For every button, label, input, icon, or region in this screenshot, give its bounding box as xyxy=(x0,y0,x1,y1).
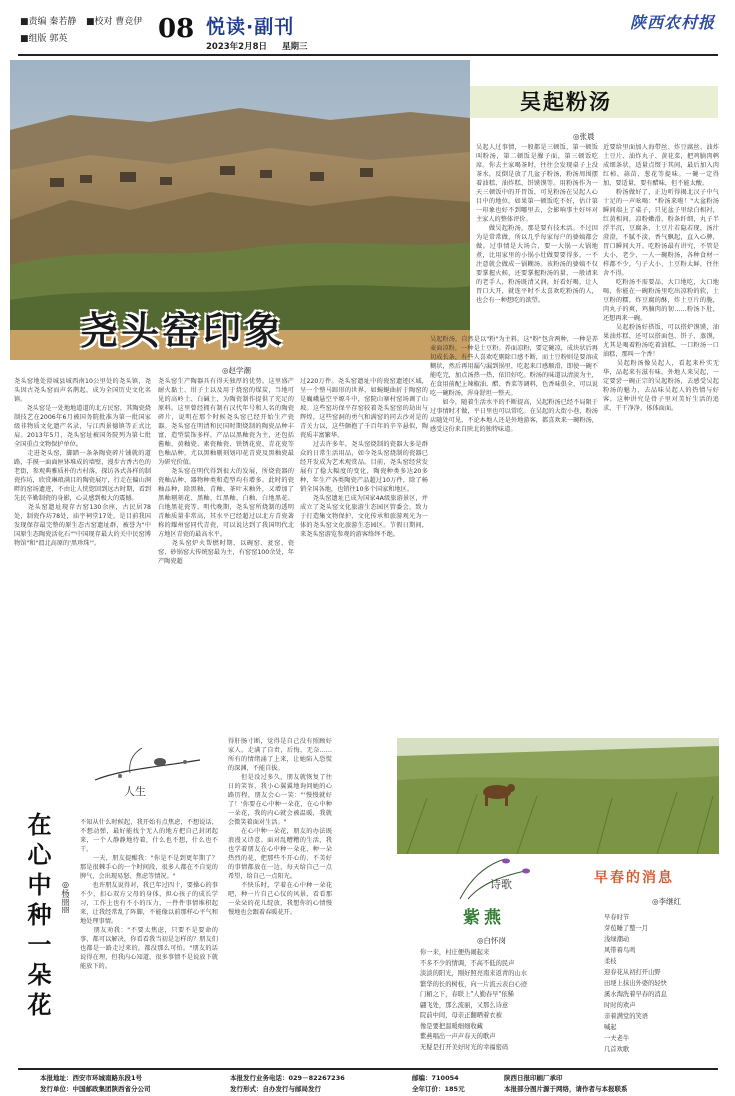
article2-col2: 吴起粉汤，自然是以"粉"为主料。这"粉"包含两种，一种是养麦面凉粉，一种是土豆粉。养面凉粉，要定碗凉，成块状后再切成长条，有些人喜欢吃剔除口感不断，而土豆粉则是要溶成糊状，然后再用漏勺漏到锅里，吃起来口感顺滑，即使一碗不能吃完，加点汤热一热，依旧好吃。粉汤的味道以清淡为主，在食用前配上辣椒油、醋、香菜等调料，色香味俱全，可以说吃一碗粉汤，浑身舒坦一整天。 如今，随着生活水平的不断提高，吴起粉汤已经不局限于过事情时才做，平日里也可以常吃。在吴起的大街小巷，粉汤店随处可见，不论本地人还是外地游客，都喜欢来一碗粉汤，感受这份来自陕北的独特味道。 xyxy=(430,336,598,433)
article1-col2: 尧头窑生产陶器具有得天独厚的优势。这里盛产耐火黏土、坩子土以及用于烧窑的煤炭，当地可见的高岭土、白碱土，为陶瓷制作提供了充足的原料。这里曾经拥有制有汉代年号和人名的陶瓷碎片，说明在那个时候尧头窑已经开始生产瓷器。尧头窑在明清和民国时期烧制的陶瓷品种丰富，造型装饰多样，产品以黑釉瓷为主，还包括酱釉、黄釉瓷、素瓷釉瓷、铁锈花瓷、青花瓷等色釉品种，尤以黑釉剔刻划印花青瓷及黑釉瓷最为研究价值。 尧头窑在明代得到很大的发展，所烧瓷器的瓷釉品种、器物种类和造型均有增多。此时的瓷釉品种，除黑釉、青釉、茶叶末釉外，又增加了黑釉剔刻花、黑釉、红黑釉、白釉、白地黑花、白地黑花瓷等。明代晚期，尧头窑所烧制的透明青釉质量非常高，其水平已经超过以北方青瓷著称的耀州窑同代青瓷，可以说达到了我国明代北方地区青瓷的最高水平。 尧头窑炉火帮燃时期，以碗窑、瓮窑、瓷窑、砂锅窑大传统窑最为主，有窑窑100余处，年产陶瓷超 xyxy=(158,378,294,565)
article5-title: 早春的消息 xyxy=(594,870,674,886)
article1-author: ◎赵学潮 xyxy=(222,366,252,375)
page-number: 08 xyxy=(158,14,195,44)
article4-author: ◎白怀岗 xyxy=(477,936,507,945)
footer-rule xyxy=(18,1068,718,1070)
article1-title: 尧头窑印象 xyxy=(80,309,286,353)
footer-phone: 本报发行业务电话：029－82267236 xyxy=(230,1074,345,1082)
paper-name-logo: 陕西农村报 xyxy=(630,13,716,32)
article3-author: ◎杨丽丽 xyxy=(61,880,70,913)
article4-poem: 你一来，村庄便热闹起来 不多不少的情调，不高不低的民声 淡淡的阳光，刚好照亮南来返青的山水 繁华的长的树枝，向一片流云表白心迹 门楣之下，春联上"人勤春早"依稀 翩飞处，那么流丽，又那么诗意 院前中间，母亲正翻晒着衣被 像是要把温暖细细收藏 紫燕唱出一声声春天的歌声 无疑是打开美好时光的幸福密码 xyxy=(420,949,528,1051)
article3-col2: 得肝肠寸断，觉得是自己没有照顾好家人。走满了自责，后悔，无奈……所有的情绪涌了上来，让她陷入恐慌的深渊，不能自拔。 但是没过多久，朋友就恢复了往日的笑容，我小心翼翼地询问她的心路历程，朋友会心一笑："'慢慢就好了！'你要在心中种一朵花，在心中种一朵花，我的内心就会被温暖，我就会微笑着面对生活。" 在心中种一朵花，朋友的办法既浪漫又诗意。面对乱糟糟的生活，我也学着朋友在心中种一朵花，种一朵热烈的花，把那些不开心的、不美好的事情都放在一边，每天给自己一点希望，给自己一点阳光。 不快乐时，学着在心中种一朵花吧，种一片自己心仪的风景，看看那一朵朵的花儿绽放，我想你的心情慢慢地也会跟着春暖花开。 xyxy=(228,738,332,916)
article2-col3: 近要给里面加人海带丝、炸豆腐丝、油炸土豆片、油炸丸子、黄花菜，把鸡腩肉鹌成细条状，适量点缀于其间，最后加入肉红柿、蒜苗、葱花等提味。一碗一定得加，要适量，要有醋味，但不能太酸。 粉汤做好了，正边听得揭北汉子中气十足的一声吆喝："粉汤来啦！"大盆粉汤瞬间端上了桌子，只见盆子里绿白相衬，红黄相间，凉粉嫩滑，粉条纤细，丸子半浮半沉，豆腐条、土豆片若隐若现，汤汁澄澄，不腻不淡，香气飘起，直入心脾，胃口瞬间大开。吃粉汤最有讲究，不管是大小，老少，一人一碗粉汤，各种食材一样都不少，勺子大小，土豆粉太鲜，往往舍不得。 吃粉汤不需要品，大口地吃，大口地喝，你能在一碗粉汤里吃出凉粉的软，土豆粉的糯，炸豆腐的酥，炸土豆片的脆，肉丸子的爽，鸡腩肉的韧……粉汤下肚，还想再来一碗。 吴起粉汤好搭饭，可以搭炉馍馍，油果油炸糕，还可以搭面包、饼子、蒸馍，尤其是喝着粉汤吃着油糕，一口粉汤一口油糕，那叫一个香！ 吴起粉汤像吴起人，看起来朴实无华，品起来有滋有味。外地人来吴起，一定要尝一碗正宗的吴起粉汤，去感受吴起粉汤的魅力，去品味吴起人的热情与好客，这种讲究是骨子里对美好生活的追求，干干净净，体体面面。 xyxy=(603,144,719,412)
article2-author: ◎张晨 xyxy=(573,132,595,141)
credit-proofreader: ■校对 曹竞伊 xyxy=(86,17,143,27)
branch-bird-icon xyxy=(90,740,210,810)
masthead xyxy=(0,0,735,58)
footer-address: 本报地址：西安市环城南路东段1号 xyxy=(40,1074,143,1082)
footer-image-notice: 本报部分图片源于网络，请作者与本报联系 xyxy=(504,1085,628,1093)
article2-title: 吴起粉汤 xyxy=(520,90,612,114)
article5-author: ◎李继红 xyxy=(652,897,682,906)
article1-col1: 尧头窑地处澄城县城西南10公里处的尧头镇，尧头因古尧头窑而声名鹊起，成为全国历史文化名镇。 尧头窑是一处地地道道的北方民窑，其陶瓷烧制技艺在2006年6月被国务院批准为第一批国家级非物质文化遗产名录，与江西景德镇等正式比肩。2013年5月，尧头窑址被国务院列为第七批全国重点文物保护单位。 走进尧头窑，脚踏一条条陶瓷碎片铺就的道路，手摸一面面匣钵堆成的墙壁，漫步古香古色的老街，参观典雅质朴的古村落，探访各式各样的制瓷作坊，欣赏琳琅满目的陶瓷展厅，行走在偏山涧畔的窑场遗迹，不由让人恍惚回到远古时期，看到先民辛勤制瓷的身影，心灵感到极大的震撼。 尧头窑遗址现存古窑130余座，古民居78处，制瓷作坊78处，庙宇祠堂17处，是目前我国发现保存最完整的原生态古窑遗址群，被誉为"中国原生态陶瓷活化石""中国现存最大的关中民窑博物馆"和"渭北高原的'黑珍珠'"。 xyxy=(14,378,151,547)
article3-title: 在心中种一朵花 xyxy=(23,812,51,1022)
credit-layout: ■组版 郭英 xyxy=(20,34,68,44)
article3-deco xyxy=(90,740,210,810)
footer-distributor: 发行单位：中国邮政集团陕西省分公司 xyxy=(40,1085,151,1093)
footer-postcode: 邮编：710054 xyxy=(412,1074,459,1082)
footer-distribution-form: 发行形式：自办发行与邮局发行 xyxy=(230,1085,321,1093)
footer-printer: 陕西日报印刷厂承印 xyxy=(504,1074,563,1082)
article1-col3: 过220万件。尧头窑遗址中的瓷窑遗迹区域，呈一个整马蹄形的世界，如蜿蜒曲折于陶窑的是巍峨悬空平塬斗中，窑院山寨村窑场调了山坡。这些窑坊保平存窑较着尧头窑窑的劫出与辉煌，这些窑洞的勇气和满窑的同去沙对是的青关力以，这些颇抱了千百年的辛辛悬似，陶瓷质丰富繁华。 过去许多年，尧头窑烧制的瓷器大多是群众的日常生活用品，如今尧头窑烧制的瓷器已经开发成为艺术观赏品。目前，尧头窑经营发展有了稳大幅度的变化，陶瓷种类多达20多种，年生产各类陶瓷产品超过10万件，除了畅销全国各地，也销往10多个国家和地区。 尧头窑遗址已成为国家4A级旅游景区，并成立了尧头窑文化旅游生态园区管委会，致力于打造集文物保护、文化传承和旅游观光为一体的尧头窑文化旅游生态园区。节假日期间，来尧头窑游览参观的游客络绎不绝。 xyxy=(300,378,428,538)
issue-weekday: 星期三 xyxy=(282,42,308,52)
footer-annual-price: 全年订价：185元 xyxy=(412,1085,465,1093)
article2-col1: 吴起人过事情，一般都是三顿饭，第一顿饭叫粉汤，第二顿饭是臊子面，第三顿饭吃席。你去主家喝茶时，往往会发现桌子上没茶水，反倒是放了几盆子粉汤，粉汤周围摆着油糕、油炸糕、饼馍馍等。用粉汤作为一天三顿饭中的开胃饭，可见粉汤在吴起人心目中的地位。如果第一顿饭吃不好，估计第一印象也好不到哪里去，会影响事主好坏对主家人的整体评价。 做吴起粉汤，那是要有技术活。不过因为是常常做，所以几乎每家每户的婆姨都会做。过事情是大场合，要一大锅一大锅地煮，比用家里的小锅小灶做要要得多，一不注意就会做成一锅糊汤。该粉汤的婆姨不仅要掌握火候，还要掌握粉汤的量，一般请来的老手人，粉汤既清又润，好看好喝，让人胃口大开，就连平时不太喜欢吃粉汤的人，也会有一种想吃的欲望。 xyxy=(476,144,598,304)
field-cow-image xyxy=(397,738,719,854)
masthead-rule xyxy=(18,54,718,56)
section-title: 悦读·副刊 xyxy=(206,16,295,38)
article3-col1: 不知从什么时候起，我开始有点焦虑，不想说话，不想动弹，最好能找个无人的地方把自己封闭起来，一个人静静地待着，什么也不想，什么也不干。 一天，朋友提醒我："你是不是到更年期了？那是很棘手心的一个时间段，很多人都在不自觉的脾气，会出现易怒、焦虑等情况。" 也许朋友说得对，我已年过四十，要操心的事不少，扣心双方父母的身体，担心孩子的成长学习，工作上也有不小的压力，一件件事情堆积起来，让我经常乱了阵脚，不能像以前那样心平气和地处理事情。 朋友劝我："不要太焦虑，只要不是要命的事，都可以解决，你看看我当初是怎样的？朋友们也都是一路走过来的，都没那么可怕。"朋友的话说得在理，但我内心知道，很多事情不是说放下就能放下的。 xyxy=(80,819,218,970)
article5-poem: 早春时节 芽苞睡了整一月 浅绿潮动 风带着鸟鸣 柔枝 迎春花从初打开山野 田埂上抹出外婆的轻快 溪水淘洗着早春的消息 时时的欢声 亲着满堂的笑语 喊起 一夫老牛 几首欢歌 xyxy=(604,914,667,1053)
article4-label: 诗歌 xyxy=(490,878,512,891)
article4-title: 紫燕 xyxy=(463,908,505,928)
field-photo xyxy=(397,738,719,854)
issue-date: 2023年2月8日 xyxy=(206,42,267,52)
article3-label: 人生 xyxy=(124,785,146,798)
footer xyxy=(40,1071,730,1095)
credit-editor: ■责编 秦若静 xyxy=(20,17,77,27)
